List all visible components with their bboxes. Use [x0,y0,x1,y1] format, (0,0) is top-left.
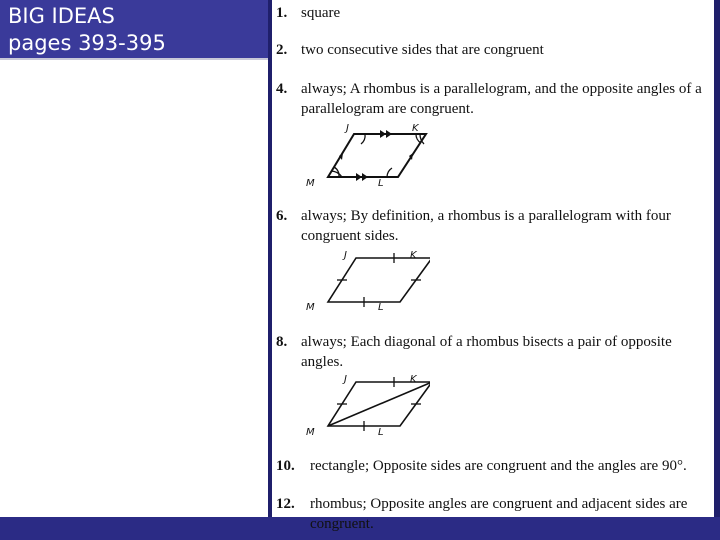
answer-text: always; Each diagonal of a rhombus bisects a pair of opposite angles. [301,334,672,370]
vertex-label: M [306,302,315,313]
vertex-label: K [410,250,417,261]
answer-text: two consecutive sides that are congruent [301,42,544,58]
vertex-label: L [378,302,384,313]
slide-title-line1: BIG IDEAS [8,4,115,28]
answer-number: 12. [276,496,295,512]
vertex-label: L [378,178,384,189]
slide-title [0,0,268,60]
answer-number: 2. [276,42,288,58]
rhombus-figure-sides [300,248,430,316]
vertex-label: L [378,427,384,438]
answer-text: rectangle; Opposite sides are congruent and the angles are 90°. [310,458,687,474]
answer-number: 10. [276,458,295,474]
vertex-label: J [344,250,347,261]
vertex-label: K [412,123,419,134]
vertex-label: M [306,427,315,438]
slide-title-line2: pages 393-395 [8,31,166,55]
answer-number: 6. [276,208,288,224]
vertex-label: J [346,123,349,134]
vertex-label: J [344,374,347,385]
rhombus-figure-angles [300,120,430,190]
vertex-label: K [410,374,417,385]
frame-right-edge [714,0,720,540]
answer-page [272,0,714,532]
vertex-label: M [306,178,315,189]
answer-number: 8. [276,334,288,350]
rhombus-figure-diagonal [300,374,430,442]
answer-text: always; A rhombus is a parallelogram, and the opposite angles of a parallelogram are congruent. [301,81,702,117]
answer-text: always; By definition, a rhombus is a parallelogram with four congruent sides. [301,208,671,244]
answer-text: square [301,5,341,21]
answer-number: 1. [276,5,288,21]
answer-number: 4. [276,81,288,97]
answer-text: rhombus; Opposite angles are congruent and adjacent sides are congruent. [310,496,688,532]
